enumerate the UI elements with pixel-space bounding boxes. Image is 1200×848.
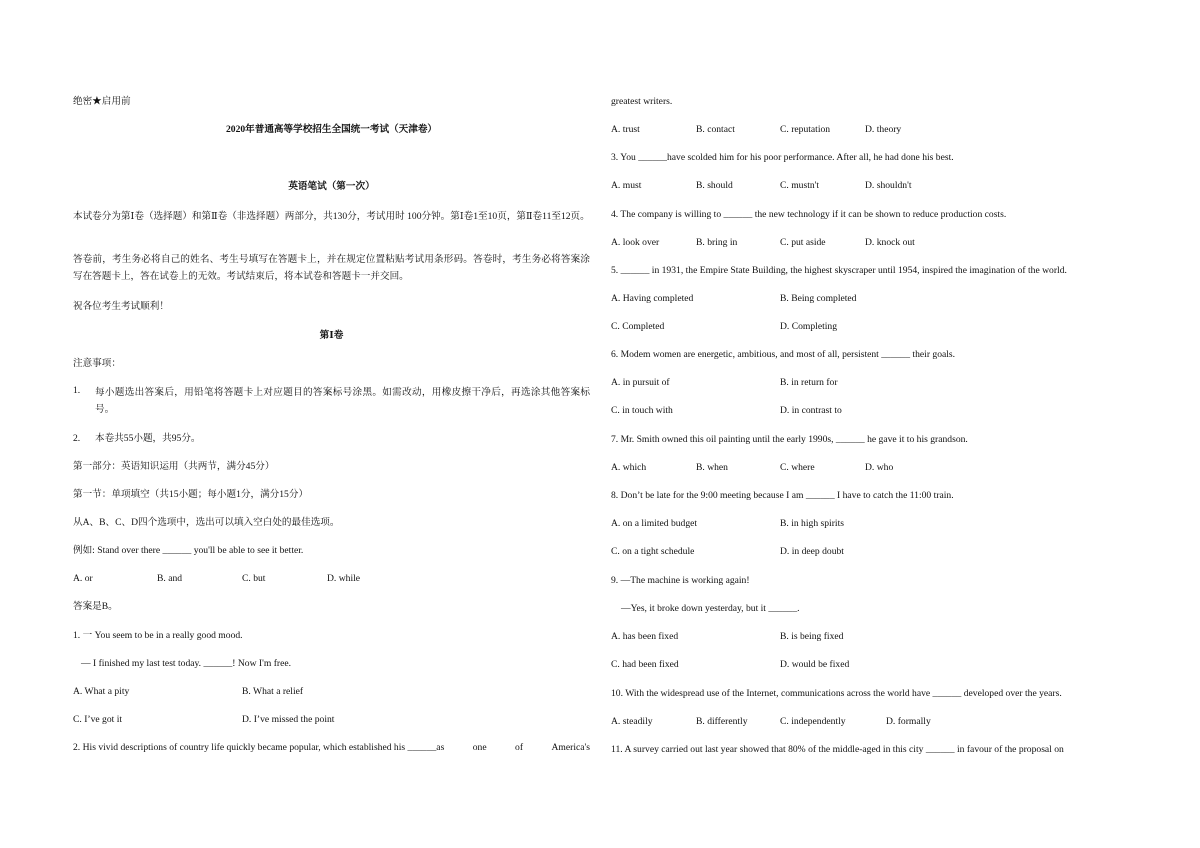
q4-option-b: B. bring in: [696, 237, 738, 248]
q6-option-d: D. in contrast to: [780, 405, 842, 416]
question-9-line-1: 9. —The machine is working again!: [611, 575, 750, 586]
section-1-heading: 第一节：单项填空（共15小题；每小题1分，满分15分）: [73, 489, 309, 500]
example-option-c: C. but: [242, 573, 266, 584]
q8-option-d: D. in deep doubt: [780, 546, 844, 557]
q9-option-a: A. has been fixed: [611, 631, 679, 642]
q4-option-c: C. put aside: [780, 237, 826, 248]
q2-word-4: America's: [551, 742, 590, 753]
question-7: 7. Mr. Smith owned this oil painting until the early 1990s, ______ he gave it to his grandson.: [611, 434, 968, 445]
question-9-line-2: —Yes, it broke down yesterday, but it ______.: [621, 603, 800, 614]
confidential-label: 绝密★启用前: [73, 96, 131, 107]
q7-option-b: B. when: [696, 462, 728, 473]
q3-option-c: C. mustn't: [780, 180, 820, 191]
q9-option-d: D. would be fixed: [780, 659, 850, 670]
q8-option-b: B. in high spirits: [780, 518, 844, 529]
question-10: 10. With the widespread use of the Internet, communications across the world have ______ developed over the years.: [611, 688, 1062, 699]
q1-option-a: A. What a pity: [73, 686, 130, 697]
example-answer: 答案是B。: [73, 601, 118, 612]
question-5: 5. ______ in 1931, the Empire State Building, the highest skyscraper until 1954, inspired the imagination of the world.: [611, 265, 1067, 276]
q8-option-a: A. on a limited budget: [611, 518, 698, 529]
q3-option-b: B. should: [696, 180, 733, 191]
q5-option-c: C. Completed: [611, 321, 665, 332]
question-3: 3. You ______have scolded him for his poor performance. After all, he had done his best.: [611, 152, 954, 163]
q6-option-c: C. in touch with: [611, 405, 673, 416]
q9-option-c: C. had been fixed: [611, 659, 679, 670]
example-option-b: B. and: [157, 573, 183, 584]
q8-option-c: C. on a tight schedule: [611, 546, 695, 557]
intro-paragraph-2: 答卷前，考生务必将自己的姓名、考生号填写在答题卡上，并在规定位置粘贴考试用条形码。答卷时，考生务必将答案涂写在答题卡上，答在试卷上的无效。考试结束后，将本试卷和答题卡一并交回。: [73, 254, 590, 282]
q2-option-c: C. reputation: [780, 124, 831, 135]
example-option-d: D. while: [327, 573, 361, 584]
exam-title: 2020年普通高等学校招生全国统一考试（天津卷）: [225, 124, 438, 135]
q6-option-b: B. in return for: [780, 377, 838, 388]
question-8: 8. Don’t be late for the 9:00 meeting because I am ______ I have to catch the 11:00 train.: [611, 490, 954, 501]
wish-text: 祝各位考生考试顺利！: [73, 301, 169, 312]
notice-2-number: 2.: [73, 433, 81, 444]
q3-option-d: D. shouldn't: [865, 180, 912, 191]
q3-option-a: A. must: [611, 180, 642, 191]
q5-option-b: B. Being completed: [780, 293, 857, 304]
q4-option-d: D. knock out: [865, 237, 915, 248]
question-2-line-1: [73, 741, 590, 754]
q5-option-d: D. Completing: [780, 321, 838, 332]
q2-option-b: B. contact: [696, 124, 735, 135]
notice-1-number: 1.: [73, 385, 81, 396]
q4-option-a: A. look over: [611, 237, 660, 248]
q10-option-a: A. steadily: [611, 716, 653, 727]
q10-option-c: C. independently: [780, 716, 846, 727]
question-11: 11. A survey carried out last year showed that 80% of the middle-aged in this city ______ in favour of the proposal on: [611, 744, 1064, 755]
notice-2-text: 本卷共55小题，共95分。: [95, 433, 201, 444]
q1-option-c: C. I’ve got it: [73, 714, 123, 725]
exam-subtitle: 英语笔试（第一次）: [288, 181, 375, 192]
question-6: 6. Modem women are energetic, ambitious, and most of all, persistent ______ their goals.: [611, 349, 956, 360]
example-question: 例如: Stand over there ______ you'll be able to see it better.: [73, 545, 304, 556]
q2-word-1: 2. His vivid descriptions of country life quickly became popular, which established his ______as: [73, 742, 445, 753]
q1-option-b: B. What a relief: [242, 686, 304, 697]
question-1-line-2: — I finished my last test today. ______! Now I'm free.: [81, 658, 291, 669]
q2-option-a: A. trust: [611, 124, 640, 135]
q2-option-d: D. theory: [865, 124, 902, 135]
instruction-text: 从A、B、C、D四个选项中，选出可以填入空白处的最佳选项。: [73, 517, 340, 528]
section-title: 第Ⅰ卷: [319, 330, 344, 341]
q7-option-a: A. which: [611, 462, 647, 473]
q7-option-d: D. who: [865, 462, 894, 473]
question-4: 4. The company is willing to ______ the new technology if it can be shown to reduce production costs.: [611, 209, 1007, 220]
example-option-a: A. or: [73, 573, 93, 584]
q10-option-d: D. formally: [886, 716, 931, 727]
q9-option-b: B. is being fixed: [780, 631, 844, 642]
question-1-line-1: 1. 一 You seem to be in a really good mood.: [73, 630, 243, 641]
notice-heading: 注意事项：: [73, 358, 121, 369]
q6-option-a: A. in pursuit of: [611, 377, 670, 388]
q10-option-b: B. differently: [696, 716, 748, 727]
q5-option-a: A. Having completed: [611, 293, 694, 304]
q1-option-d: D. I’ve missed the point: [242, 714, 335, 725]
q2-word-2: one: [472, 742, 487, 753]
notice-1-text: 每小题选出答案后，用铅笔将答题卡上对应题目的答案标号涂黑。如需改动，用橡皮擦干净后，再选涂其他答案标号。: [95, 387, 590, 415]
question-2-continuation: greatest writers.: [611, 96, 673, 107]
part-1-heading: 第一部分：英语知识运用（共两节，满分45分）: [73, 461, 275, 472]
q7-option-c: C. where: [780, 462, 815, 473]
q2-word-3: of: [515, 742, 524, 753]
intro-paragraph-1: 本试卷分为第Ⅰ卷（选择题）和第Ⅱ卷（非选择题）两部分，共130分，考试用时 100分钟。第Ⅰ卷1至10页，第Ⅱ卷11至12页。: [73, 211, 590, 222]
